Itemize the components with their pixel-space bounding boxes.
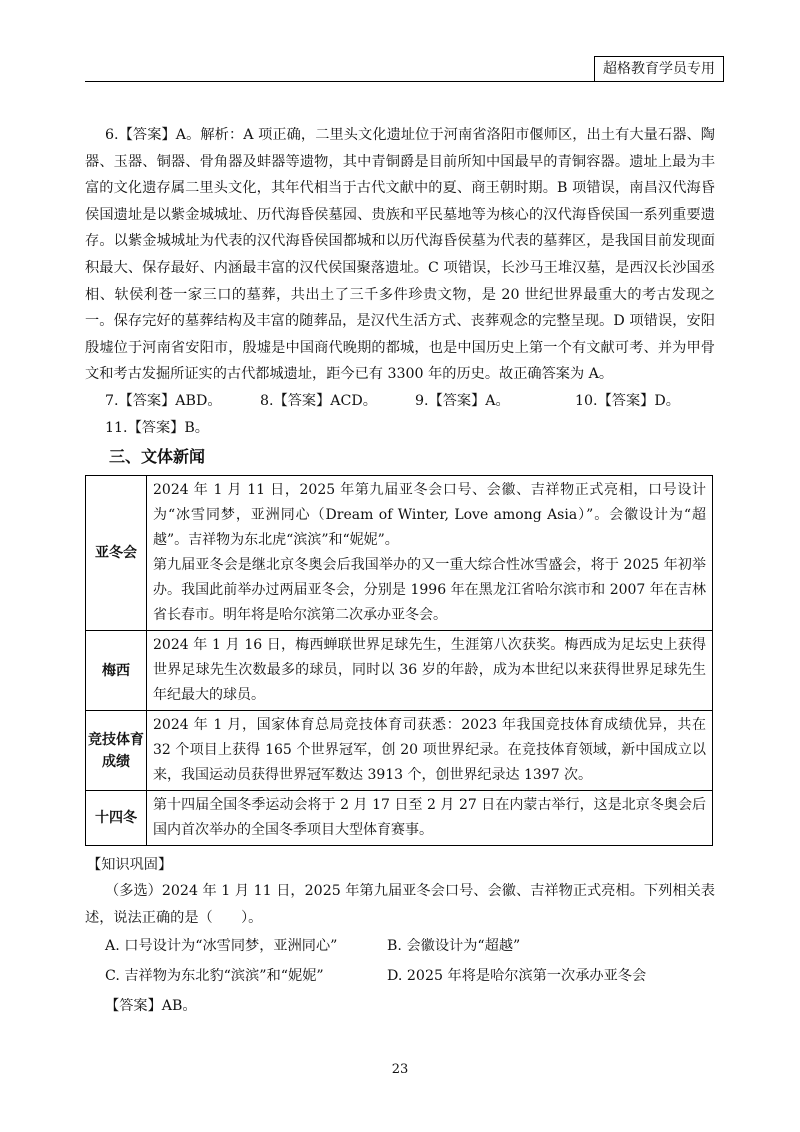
row-label: 亚冬会 <box>86 476 147 631</box>
knowledge-answer: 【答案】AB。 <box>105 998 197 1015</box>
header-label: 超格教育学员专用 <box>594 56 724 82</box>
row-content <box>147 791 713 846</box>
table-row <box>86 631 713 711</box>
option-d: D. 2025 年将是哈尔滨第一次承办亚冬会 <box>387 968 647 985</box>
answer-8: 8.【答案】ACD。 <box>260 392 377 409</box>
row-paragraph: 第九届亚冬会是继北京冬奥会后我国举办的又一重大综合性冰雪盛会，将于 2025 年初举办。我国此前举办过两届亚冬会，分别是 1996 年在黑龙江省哈尔滨市和 2007 年在吉林省长春市。明年将是哈尔滨第二次承办亚冬会。 <box>153 557 706 624</box>
answer-9: 9.【答案】A。 <box>415 392 510 409</box>
row-content <box>147 711 713 791</box>
answer-10: 10.【答案】D。 <box>575 392 680 409</box>
table-row <box>86 711 713 791</box>
answers-row <box>85 388 715 415</box>
option-b: B. 会徽设计为“超越” <box>387 938 521 955</box>
page-content <box>85 122 715 1021</box>
row-label: 十四冬 <box>86 791 147 846</box>
row-paragraph: 2024 年 1 月 11 日，2025 年第九届亚冬会口号、会徽、吉祥物正式亮相，口号设计为“冰雪同梦，亚洲同心（Dream of Winter, Love among Asia）”。会徽设计为“超越”。吉祥物为东北虎“滨滨”和“妮妮”。 <box>153 482 706 549</box>
answer-11: 11.【答案】B。 <box>105 419 209 436</box>
row-content <box>147 631 713 711</box>
row-paragraph: 2024 年 1 月 16 日，梅西蝉联世界足球先生，生涯第八次获奖。梅西成为足坛史上获得世界足球先生次数最多的球员，同时以 36 岁的年龄，成为本世纪以来获得世界足球先生年纪最大的球员。 <box>153 637 706 704</box>
table-row <box>86 791 713 846</box>
section-title: 三、文体新闻 <box>109 447 206 467</box>
knowledge-title: 【知识巩固】 <box>87 857 173 874</box>
page-number: 23 <box>391 1062 409 1077</box>
news-table <box>85 475 713 846</box>
row-label: 梅西 <box>86 631 147 711</box>
option-a: A. 口号设计为“冰雪同梦，亚洲同心” <box>105 938 338 955</box>
row-label: 竞技体育成绩 <box>86 711 147 791</box>
row-content <box>147 476 713 631</box>
knowledge-question: （多选）2024 年 1 月 11 日，2025 年第九届亚冬会口号、会徽、吉祥物正式亮相。下列相关表述，说法正确的是（ ）。 <box>85 883 715 926</box>
answer-7: 7.【答案】ABD。 <box>105 392 222 409</box>
options-row-2 <box>85 961 715 991</box>
header-rule <box>85 81 724 82</box>
row-paragraph: 第十四届全国冬季运动会将于 2 月 17 日至 2 月 27 日在内蒙古举行，这是北京冬奥会后国内首次举办的全国冬季项目大型体育赛事。 <box>153 797 706 839</box>
options-row-1 <box>85 931 715 961</box>
option-c: C. 吉祥物为东北豹“滨滨”和“妮妮” <box>105 968 324 985</box>
row-paragraph: 2024 年 1 月，国家体育总局竞技体育司获悉：2023 年我国竞技体育成绩优异，共在 32 个项目上获得 165 个世界冠军，创 20 项世界纪录。在竞技体育领域，新中国成立以来，我国运动员获得世界冠军数达 3913 个，创世界纪录达 1397 次。 <box>153 717 706 784</box>
q6-explanation: 6.【答案】A。解析：A 项正确，二里头文化遗址位于河南省洛阳市偃师区，出土有大量石器、陶器、玉器、铜器、骨角器及蚌器等遗物，其中青铜爵是目前所知中国最早的青铜容器。遗址上最为丰富的文化遗存属二里头文化，其年代相当于古代文献中的夏、商王朝时期。B 项错误，南昌汉代海昏侯国遗址是以紫金城城址、历代海昏侯墓园、贵族和平民墓地等为核心的汉代海昏侯国一系列重要遗存。以紫金城城址为代表的汉代海昏侯国都城和以历代海昏侯墓为代表的墓葬区，是我国目前发现面积最大、保存最好、内涵最丰富的汉代侯国聚落遗址。C 项错误，长沙马王堆汉墓，是西汉长沙国丞相、轪侯利苍一家三口的墓葬，共出土了三千多件珍贵文物，是 20 世纪世界最重大的考古发现之一。保存完好的墓葬结构及丰富的随葬品，是汉代生活方式、丧葬观念的完整呈现。D 项错误，安阳殷墟位于河南省安阳市，殷墟是中国商代晚期的都城，也是中国历史上第一个有文献可考、并为甲骨文和考古发掘所证实的古代都城遗址，距今已有 3300 年的历史。故正确答案为 A。 <box>85 127 715 383</box>
table-row <box>86 476 713 631</box>
